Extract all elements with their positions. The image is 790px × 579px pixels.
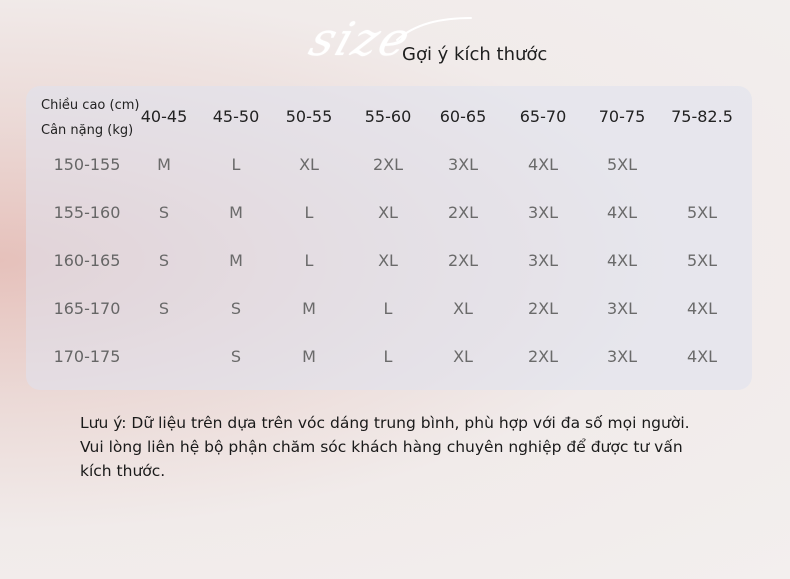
size-cell: L: [304, 251, 314, 270]
size-cell: 2XL: [447, 251, 479, 270]
header: [0, 0, 790, 80]
size-cell: XL: [378, 251, 398, 270]
size-cell: L: [231, 155, 241, 174]
size-table-panel: [26, 86, 752, 390]
row-header: 150-155: [53, 155, 121, 174]
script-flourish-icon: [395, 14, 475, 44]
column-header: 40-45: [140, 107, 188, 126]
note-line-1: Lưu ý: Dữ liệu trên dựa trên vóc dáng trung bình, phù hợp với đa số mọi người.: [80, 414, 690, 432]
column-header: 55-60: [364, 107, 412, 126]
row-header: 160-165: [53, 251, 121, 270]
size-cell: 5XL: [686, 251, 718, 270]
size-script-logo: size: [303, 12, 419, 66]
size-cell: 3XL: [527, 203, 559, 222]
size-cell: M: [157, 155, 171, 174]
size-cell: XL: [453, 299, 473, 318]
size-cell: 3XL: [527, 251, 559, 270]
column-header: 70-75: [598, 107, 646, 126]
row-header: 165-170: [53, 299, 121, 318]
size-cell: 2XL: [372, 155, 404, 174]
size-cell: S: [230, 299, 242, 318]
size-cell: XL: [378, 203, 398, 222]
column-header: 75-82.5: [671, 107, 733, 126]
size-cell: XL: [453, 347, 473, 366]
size-cell: S: [158, 251, 170, 270]
size-cell: L: [304, 203, 314, 222]
size-cell: M: [229, 203, 243, 222]
size-cell: 3XL: [447, 155, 479, 174]
size-cell: S: [158, 299, 170, 318]
size-cell: S: [158, 203, 170, 222]
column-header: 45-50: [212, 107, 260, 126]
note-line-2: Vui lòng liên hệ bộ phận chăm sóc khách hàng chuyên nghiệp để được tư vấn: [80, 438, 683, 456]
size-cell: 2XL: [527, 299, 559, 318]
size-cell: 3XL: [606, 347, 638, 366]
size-cell: S: [230, 347, 242, 366]
size-cell: XL: [299, 155, 319, 174]
size-cell: 5XL: [686, 203, 718, 222]
note-line-3: kích thước.: [80, 462, 166, 480]
size-cell: L: [383, 299, 393, 318]
size-cell: 4XL: [686, 299, 718, 318]
size-cell: 4XL: [606, 203, 638, 222]
size-cell: 4XL: [686, 347, 718, 366]
row-header: 170-175: [53, 347, 121, 366]
page-title: Gợi ý kích thước: [402, 44, 548, 65]
weight-axis-label: Cân nặng (kg): [41, 123, 134, 138]
height-axis-label: Chiều cao (cm): [41, 98, 140, 113]
note-text: [80, 411, 760, 483]
column-header: 50-55: [285, 107, 333, 126]
size-cell: L: [383, 347, 393, 366]
size-cell: M: [302, 347, 316, 366]
size-cell: 5XL: [606, 155, 638, 174]
size-cell: 4XL: [527, 155, 559, 174]
size-cell: 3XL: [606, 299, 638, 318]
row-header: 155-160: [53, 203, 121, 222]
column-header: 65-70: [519, 107, 567, 126]
column-header: 60-65: [439, 107, 487, 126]
size-cell: 2XL: [447, 203, 479, 222]
size-cell: M: [302, 299, 316, 318]
size-cell: M: [229, 251, 243, 270]
size-cell: 2XL: [527, 347, 559, 366]
size-cell: 4XL: [606, 251, 638, 270]
